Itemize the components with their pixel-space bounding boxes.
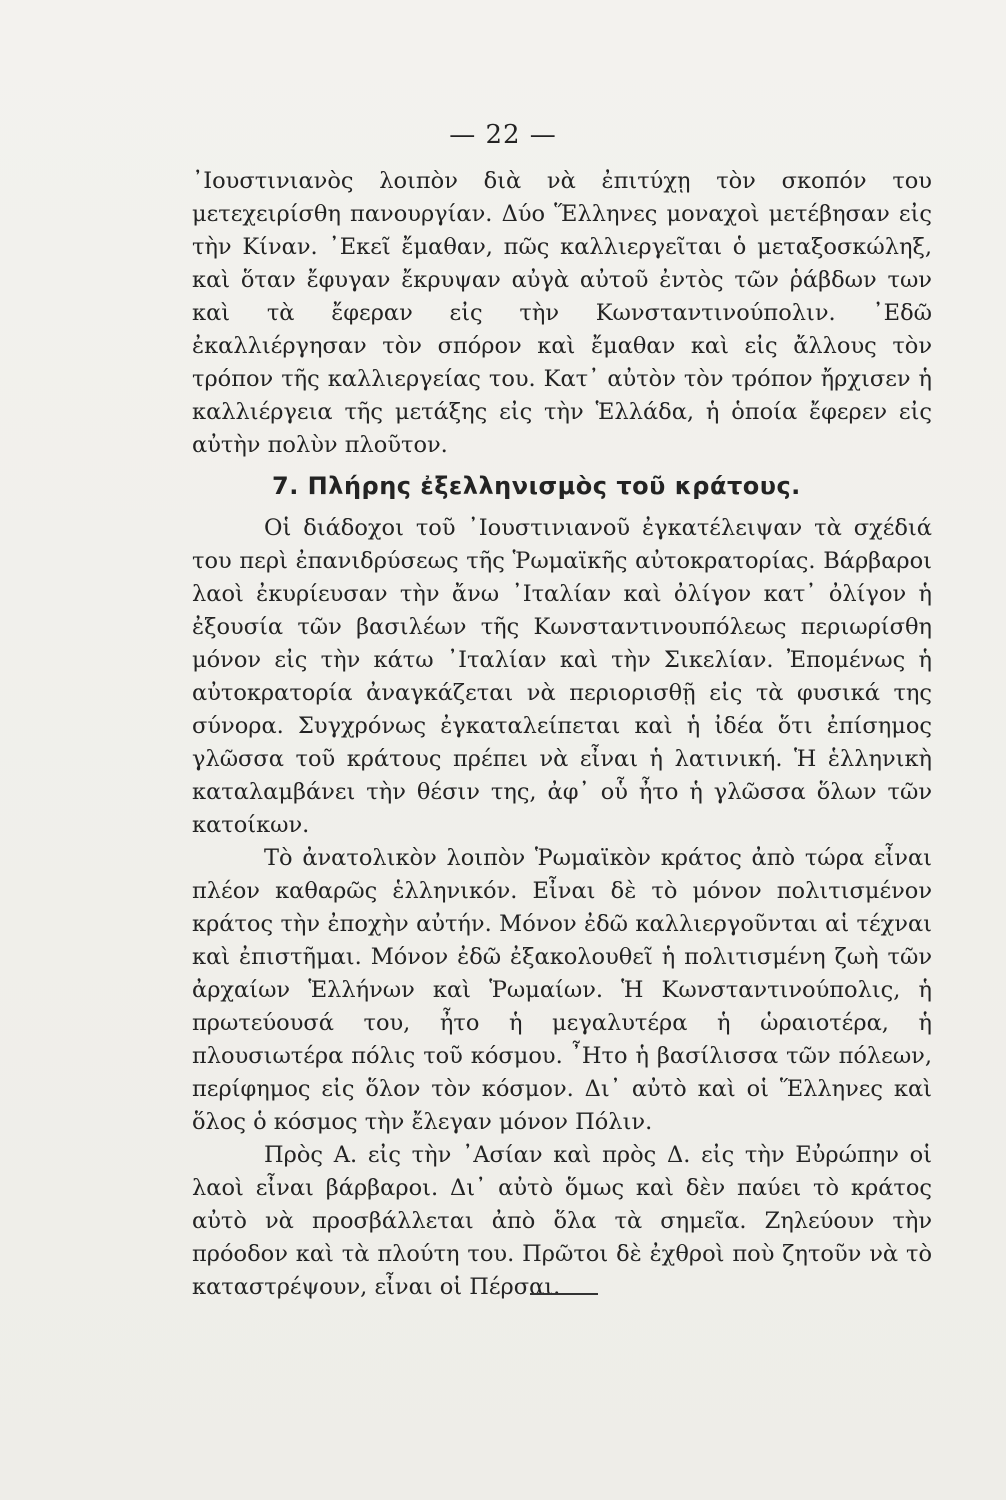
page-number: — 22 — (449, 120, 557, 150)
paragraph-eastern-empire: Τὸ ἀνατολικὸν λοιπὸν Ῥωμαϊκὸν κράτος ἀπὸ τώρα εἶναι πλέον καθαρῶς ἑλληνικόν. Εἶναι δὲ τὸ μόνον πολιτισμένον κράτος τὴν ἐποχὴν αὐτήν. Μόνον ἐδῶ καλλιεργοῦνται αἱ τέχναι καὶ ἐπιστῆμαι. Μόνον ἐδῶ ἐξακολουθεῖ ἡ πολιτισμένη ζωὴ τῶν ἀρχαίων Ἑλλήνων καὶ Ῥωμαίων. Ἡ Κωνσταντινούπολις, ἡ πρωτεύουσά του, ἦτο ἡ μεγαλυτέρα ἡ ὡραιοτέρα, ἡ πλουσιωτέρα πόλις τοῦ κόσμου. ῏Ητο ἡ βασίλισσα τῶν πόλεων, περίφημος εἰς ὅλον τὸν κόσμον. Δι᾿ αὐτὸ καὶ οἱ Ἕλληνες καὶ ὅλος ὁ κόσμος τὴν ἔλεγαν μόνον Πόλιν. (192, 845, 932, 1135)
section-heading: 7. Πλήρης ἐξελληνισμὸς τοῦ κράτους. (272, 472, 801, 500)
closing-divider (530, 1293, 598, 1295)
text-block (192, 165, 932, 1304)
paragraph-silk: ᾿Ιουστινιανὸς λοιπὸν διὰ νὰ ἐπιτύχῃ τὸν σκοπόν του μετεχειρίσθη πανουργίαν. Δύο Ἕλληνες μοναχοὶ μετέβησαν εἰς τὴν Κίναν. ᾿Εκεῖ ἔμαθαν, πῶς καλλιεργεῖται ὁ μεταξοσκώληξ, καὶ ὅταν ἔφυγαν ἔκρυψαν αὐγὰ αὐτοῦ ἐντὸς τῶν ῥάβδων των καὶ τὰ ἔφεραν εἰς τὴν Κωνσταντινούπολιν. ᾿Εδῶ ἐκαλλιέργησαν τὸν σπόρον καὶ ἔμαθαν καὶ εἰς ἄλλους τὸν τρόπον τῆς καλλιεργείας του. Κατ᾿ αὐτὸν τὸν τρόπον ἤρχισεν ἡ καλλιέργεια τῆς μετάξης εἰς τὴν Ἑλλάδα, ἡ ὁποία ἔφερεν εἰς αὐτὴν πολὺν πλοῦτον. (192, 168, 932, 458)
paragraph-successors: Οἱ διάδοχοι τοῦ ᾿Ιουστινιανοῦ ἐγκατέλειψαν τὰ σχέδιά του περὶ ἐπανιδρύσεως τῆς Ῥωμαϊκῆς αὐτοκρατορίας. Βάρβαροι λαοὶ ἐκυρίευσαν τὴν ἄνω ᾿Ιταλίαν καὶ ὀλίγον κατ᾿ ὀλίγον ἡ ἐξουσία τῶν βασιλέων τῆς Κωνσταντινουπόλεως περιωρίσθη μόνον εἰς τὴν κάτω ᾿Ιταλίαν καὶ τὴν Σικελίαν. Ἐπομένως ἡ αὐτοκρατορία ἀναγκάζεται νὰ περιορισθῇ εἰς τὰ φυσικά της σύνορα. Συγχρόνως ἐγκαταλείπεται καὶ ἡ ἰδέα ὅτι ἐπίσημος γλῶσσα τοῦ κράτους πρέπει νὰ εἶναι ἡ λατινική. Ἡ ἑλληνικὴ καταλαμβάνει τὴν θέσιν της, ἀφ᾿ οὗ ἦτο ἡ γλῶσσα ὅλων τῶν κατοίκων. (192, 515, 932, 838)
paragraph-barbarians: Πρὸς Α. εἰς τὴν ᾿Ασίαν καὶ πρὸς Δ. εἰς τὴν Εὐρώπην οἱ λαοὶ εἶναι βάρβαροι. Δι᾿ αὐτὸ ὅμως καὶ δὲν παύει τὸ κράτος αὐτὸ νὰ προσβάλλεται ἀπὸ ὅλα τὰ σημεῖα. Ζηλεύουν τὴν πρόοδον καὶ τὰ πλούτη του. Πρῶτοι δὲ ἐχθροὶ ποὺ ζητοῦν νὰ τὸ καταστρέψουν, εἶναι οἱ Πέρσαι. (192, 1142, 932, 1300)
